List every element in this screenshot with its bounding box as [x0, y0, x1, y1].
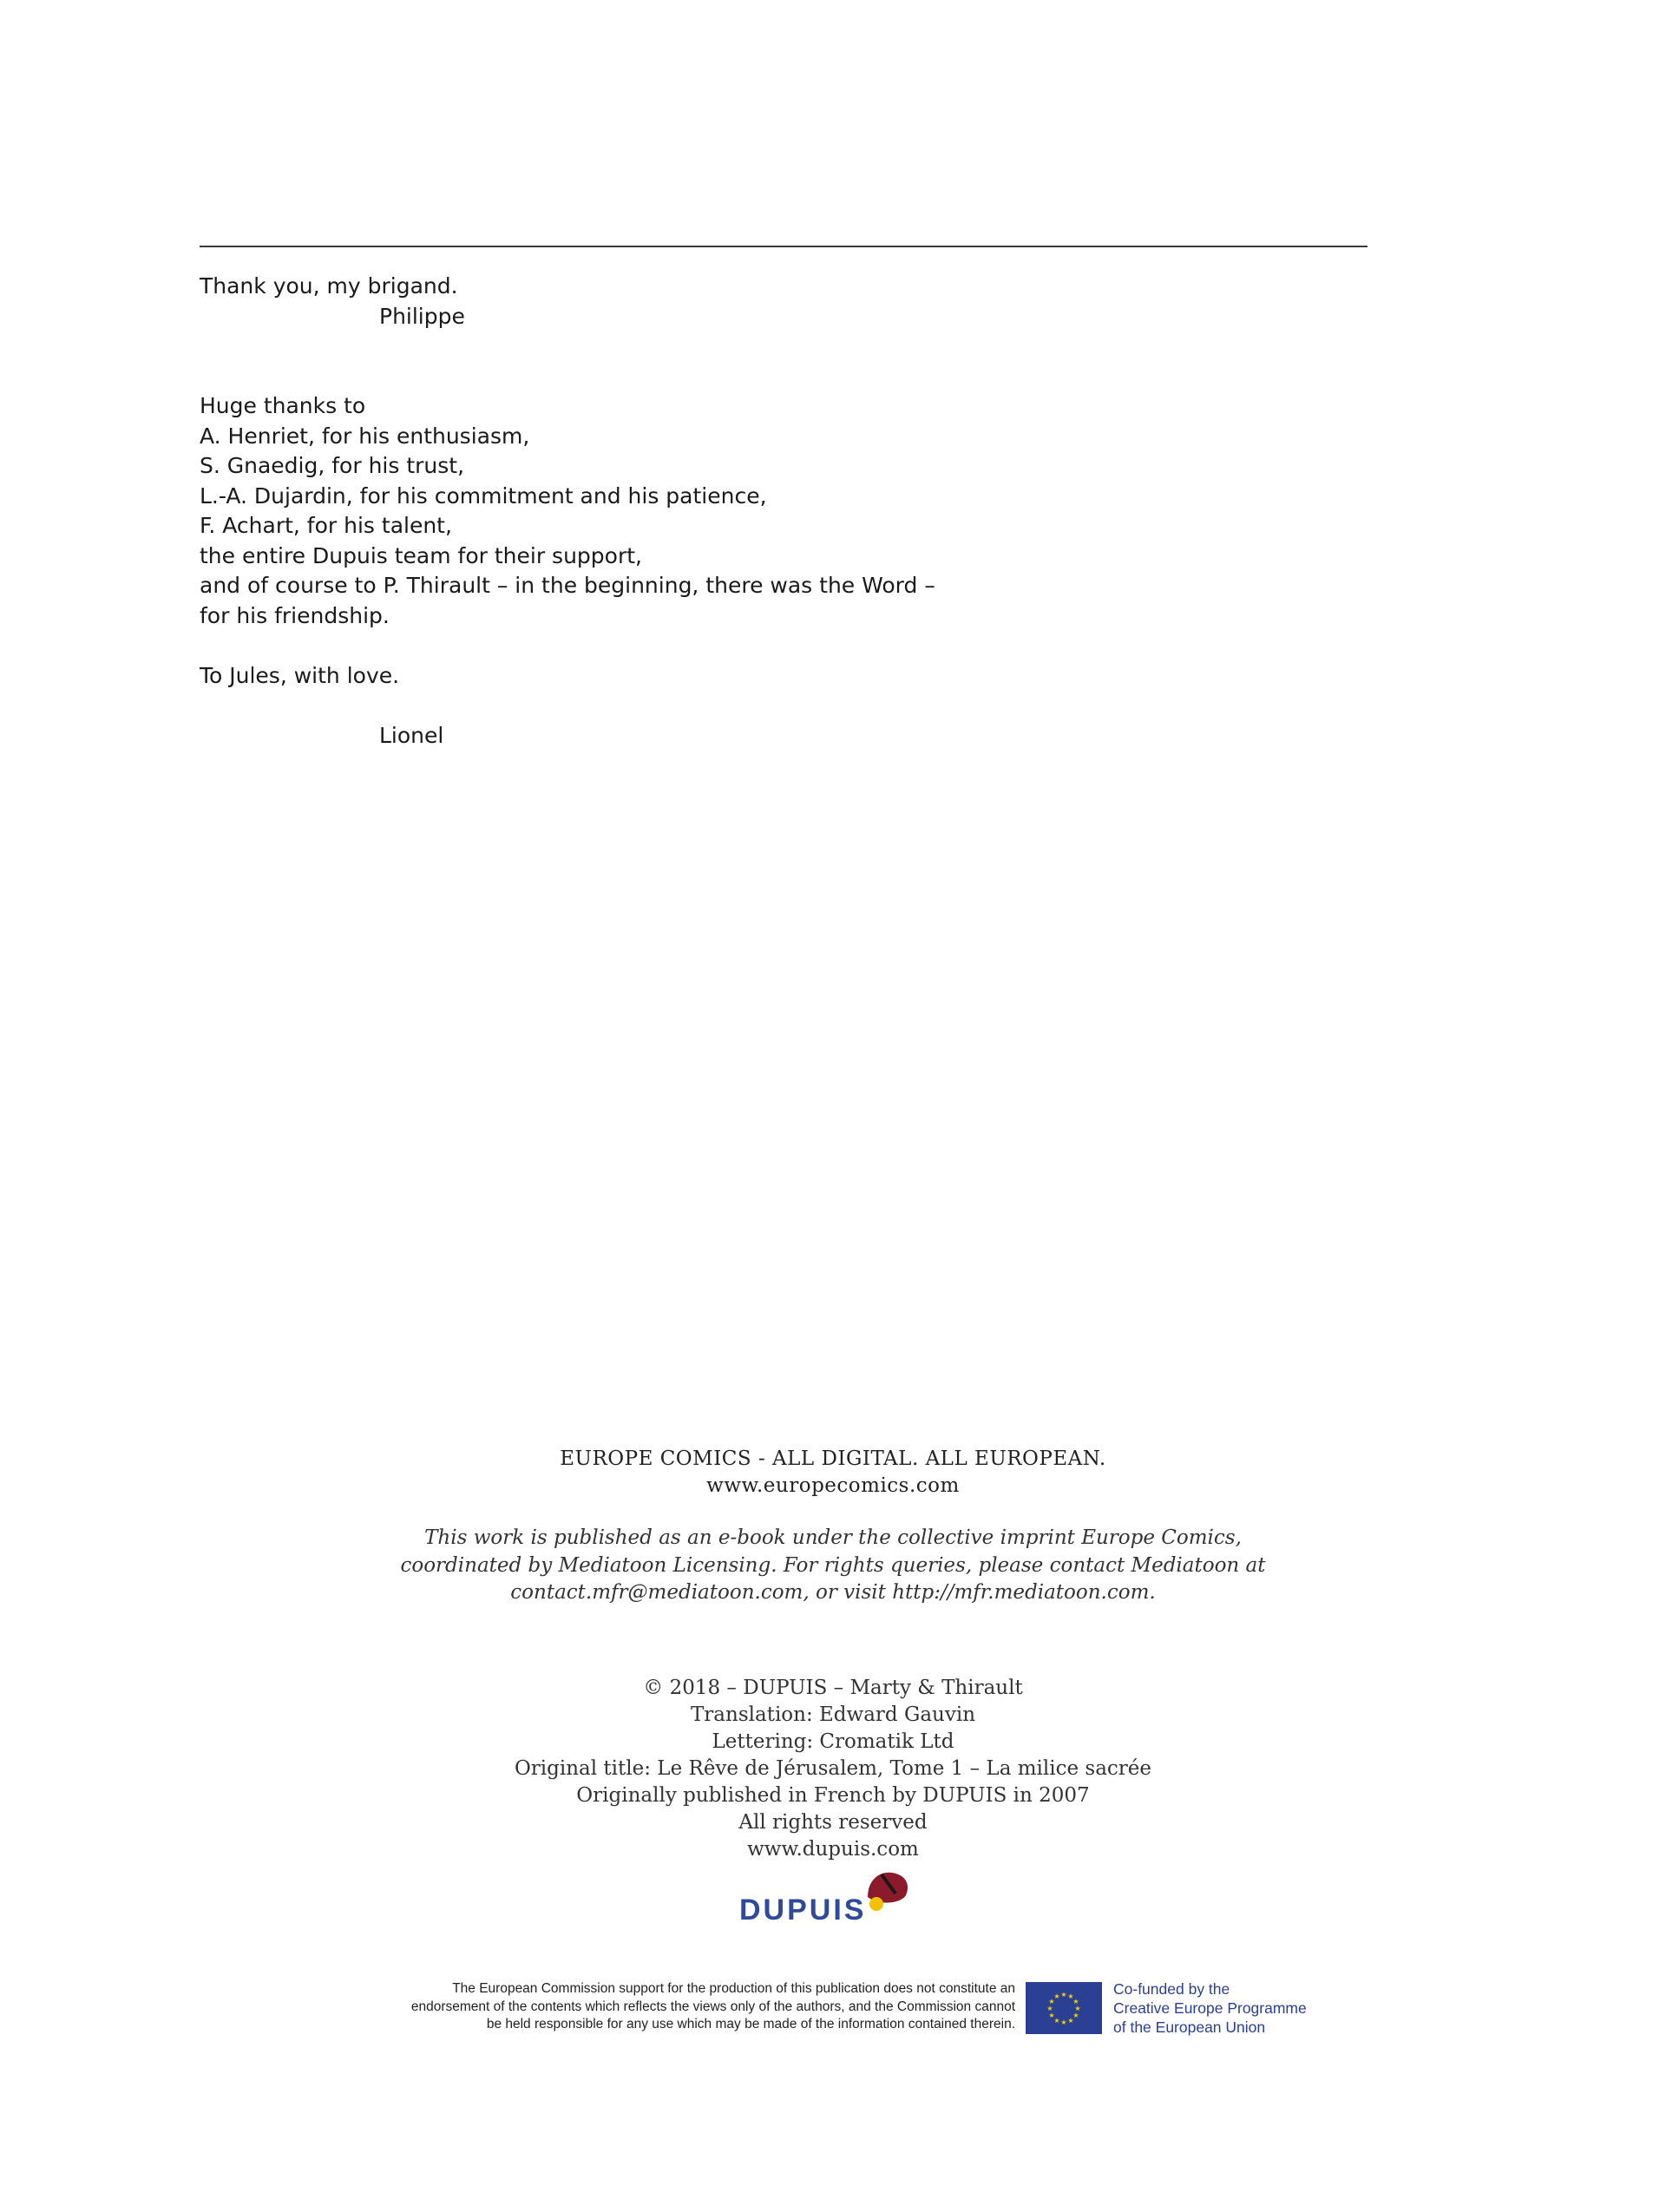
svg-text:★: ★	[1060, 1991, 1067, 1999]
credits	[0, 1675, 1666, 1863]
dupuis-logo-text: DUPUIS	[739, 1894, 867, 1926]
svg-text:★: ★	[1067, 2017, 1074, 2025]
svg-text:★: ★	[1048, 1998, 1055, 2005]
svg-text:★: ★	[1053, 1992, 1060, 2000]
svg-text:★: ★	[1053, 2017, 1060, 2025]
imprint-title: EUROPE COMICS - ALL DIGITAL. ALL EUROPEAN.	[560, 1447, 1106, 1470]
imprint-url: www.europecomics.com	[706, 1474, 960, 1497]
disclaimer-line: endorsement of the contents which reflects the views only of the authors, and the Commission cannot	[410, 1999, 1015, 2014]
svg-text:★: ★	[1072, 2012, 1079, 2019]
notice-line: This work is published as an e-book under the collective imprint Europe Comics,	[424, 1526, 1242, 1549]
eu-disclaimer	[295, 1980, 1015, 2034]
dupuis-hat-icon	[861, 1867, 922, 1920]
svg-text:★: ★	[1060, 2018, 1067, 2026]
credit-line: Translation: Edward Gauvin	[690, 1703, 976, 1726]
credit-line: Lettering: Cromatik Ltd	[712, 1730, 954, 1753]
imprint-notice	[0, 1525, 1666, 1607]
cofund-line: Creative Europe Programme	[1113, 1999, 1307, 2017]
credit-line: © 2018 – DUPUIS – Marty & Thirault	[643, 1677, 1023, 1699]
disclaimer-line: The European Commission support for the production of this publication does not constitute an	[452, 1981, 1015, 1996]
svg-text:★: ★	[1067, 1992, 1074, 2000]
thanks-line: for his friendship.	[200, 602, 390, 628]
dupuis-logo	[739, 1867, 922, 1928]
thanks-line: L.-A. Dujardin, for his commitment and his patience,	[200, 482, 767, 509]
notice-line: coordinated by Mediatoon Licensing. For rights queries, please contact Mediatoon at	[400, 1553, 1266, 1577]
imprint-header	[0, 1446, 1666, 1500]
top-divider	[200, 246, 1368, 247]
thanks-brigand: Thank you, my brigand.	[200, 273, 458, 299]
disclaimer-line: be held responsible for any use which may be made of the information contained therein.	[486, 2017, 1015, 2031]
thanks-heading: Huge thanks to	[200, 393, 366, 418]
svg-text:★: ★	[1072, 1998, 1079, 2005]
credit-line: www.dupuis.com	[747, 1838, 919, 1861]
notice-line: contact.mfr@mediatoon.com, or visit http://mfr.mediatoon.com.	[510, 1581, 1156, 1604]
dedication: To Jules, with love.	[200, 662, 400, 688]
svg-text:★: ★	[1048, 2012, 1055, 2019]
eu-cofund-label	[1113, 1979, 1307, 2037]
signature-philippe: Philippe	[379, 303, 465, 329]
thanks-line: S. Gnaedig, for his trust,	[200, 453, 465, 478]
credit-line: Original title: Le Rêve de Jérusalem, Tome 1 – La milice sacrée	[514, 1757, 1152, 1780]
thanks-line: F. Achart, for his talent,	[200, 513, 452, 538]
signature-lionel: Lionel	[379, 722, 444, 748]
acknowledgments	[200, 272, 1154, 751]
thanks-line: the entire Dupuis team for their support,	[200, 542, 642, 568]
credit-line: Originally published in French by DUPUIS in 2007	[576, 1784, 1090, 1807]
cofund-line: Co-funded by the	[1113, 1980, 1230, 1998]
eu-stars-icon	[1026, 1982, 1102, 2034]
cofund-line: of the European Union	[1113, 2018, 1266, 2036]
svg-text:★: ★	[1074, 2005, 1081, 2012]
thanks-line: and of course to P. Thirault – in the beginning, there was the Word –	[200, 573, 935, 598]
eu-flag-icon	[1026, 1982, 1102, 2034]
svg-text:★: ★	[1046, 2005, 1053, 2012]
thanks-line: A. Henriet, for his enthusiasm,	[200, 423, 530, 449]
credit-line: All rights reserved	[738, 1811, 928, 1834]
